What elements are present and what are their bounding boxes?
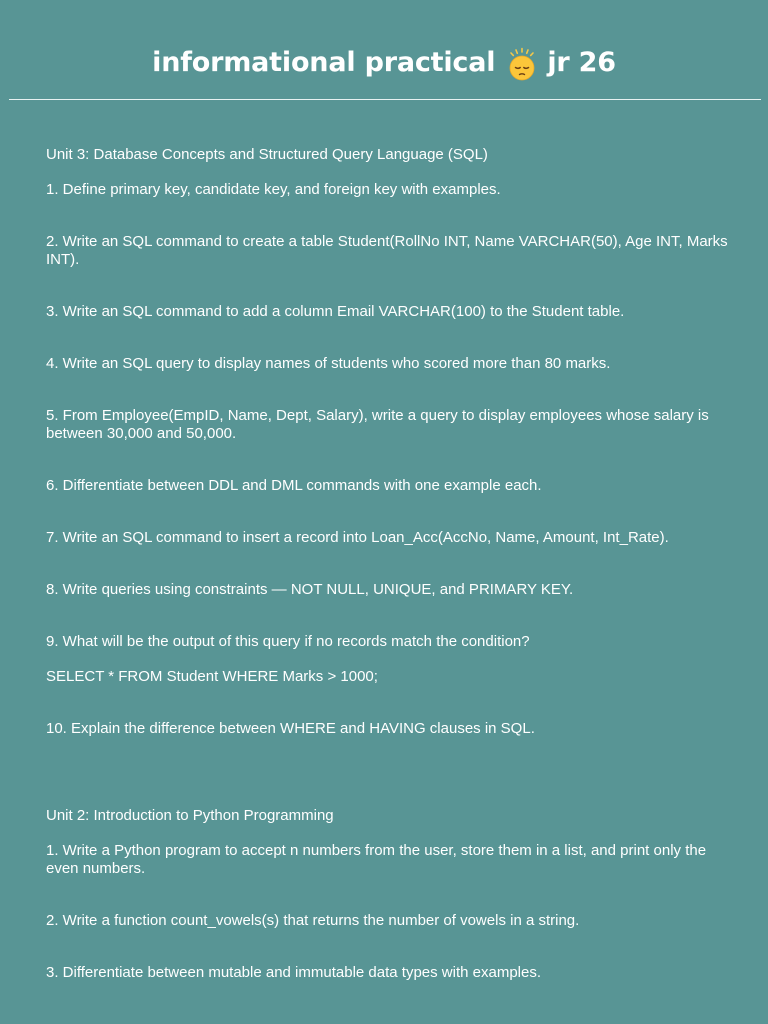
unit2-question: 2. Write a function count_vowels(s) that returns the number of vowels in a string. xyxy=(46,912,580,929)
page-header xyxy=(0,40,768,84)
unit3-question: 5. From Employee(EmpID, Name, Dept, Salary), write a query to display employees whose salary is between 30,000 and 50,000. xyxy=(46,407,709,442)
relieved-face-icon xyxy=(505,47,539,81)
unit3-question: 6. Differentiate between DDL and DML commands with one example each. xyxy=(46,477,542,494)
unit3-question: 10. Explain the difference between WHERE and HAVING clauses in SQL. xyxy=(46,720,535,737)
unit2-question: 3. Differentiate between mutable and immutable data types with examples. xyxy=(46,964,541,981)
unit3-question: 4. Write an SQL query to display names of students who scored more than 80 marks. xyxy=(46,355,611,372)
title-text-left: informational practical xyxy=(152,46,496,78)
unit3-question: 9. What will be the output of this query if no records match the condition? xyxy=(46,633,530,650)
sql-query-line: SELECT * FROM Student WHERE Marks > 1000; xyxy=(46,668,378,685)
title-text-right: jr 26 xyxy=(547,46,616,78)
unit2-heading: Unit 2: Introduction to Python Programming xyxy=(46,807,334,824)
unit3-heading: Unit 3: Database Concepts and Structured Query Language (SQL) xyxy=(46,146,488,163)
unit3-question: 7. Write an SQL command to insert a record into Loan_Acc(AccNo, Name, Amount, Int_Rate). xyxy=(46,529,669,546)
unit2-question: 1. Write a Python program to accept n numbers from the user, store them in a list, and print only the even numbers. xyxy=(46,842,707,877)
unit3-question: 8. Write queries using constraints — NOT NULL, UNIQUE, and PRIMARY KEY. xyxy=(46,581,574,598)
unit3-question: 3. Write an SQL command to add a column Email VARCHAR(100) to the Student table. xyxy=(46,303,625,320)
unit3-question: 1. Define primary key, candidate key, and foreign key with examples. xyxy=(46,181,501,198)
unit3-question: 2. Write an SQL command to create a table Student(RollNo INT, Name VARCHAR(50), Age INT, Marks INT). xyxy=(46,233,728,268)
header-divider xyxy=(9,99,761,100)
question-list xyxy=(46,146,736,1016)
page-title xyxy=(152,45,616,79)
